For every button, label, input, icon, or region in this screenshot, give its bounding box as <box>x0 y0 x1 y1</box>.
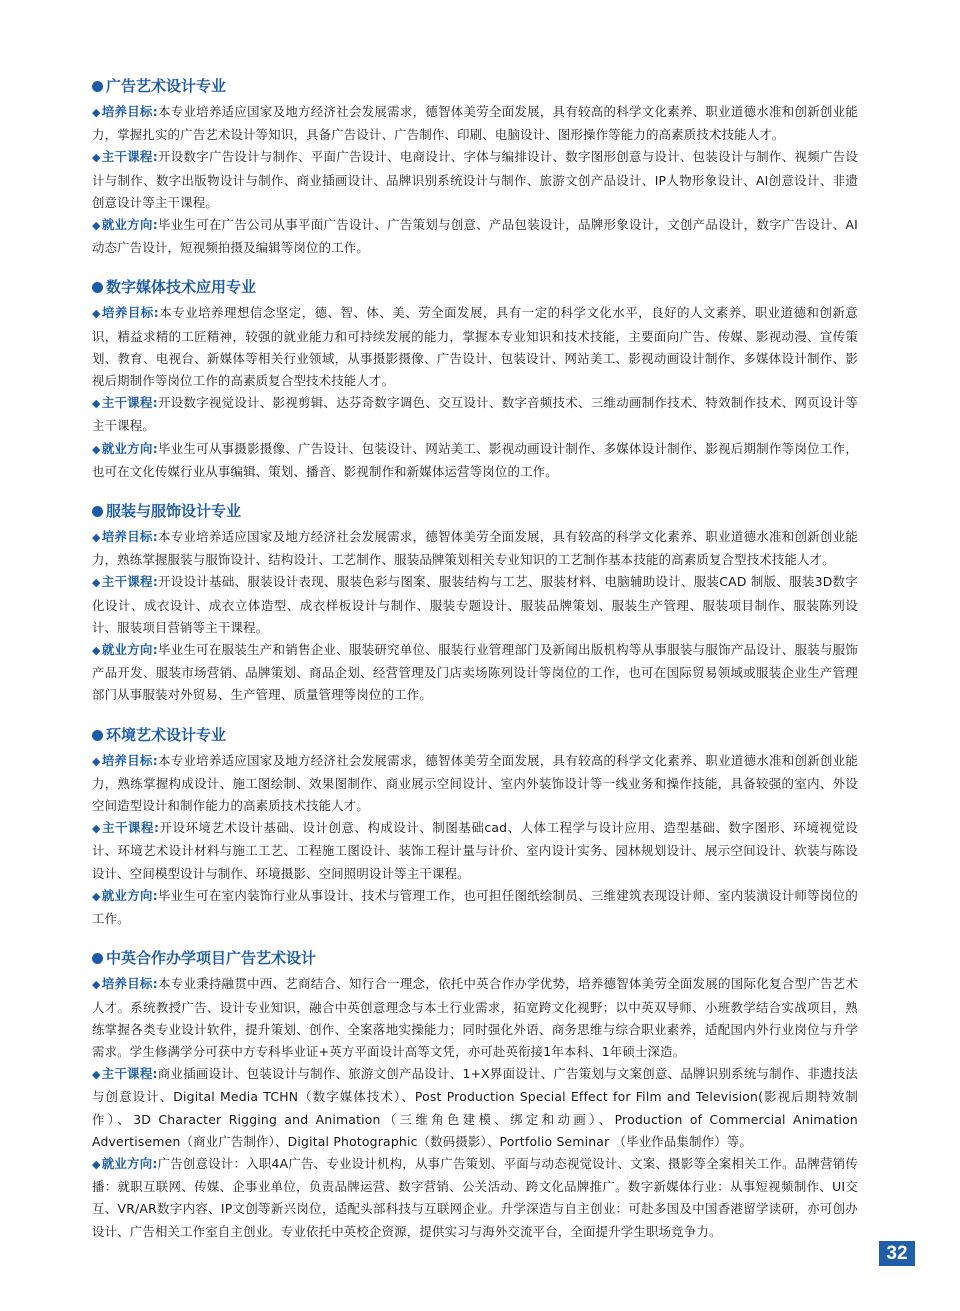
item-label: 就业方向: <box>101 217 158 233</box>
diamond-bullet-icon: ◆ <box>92 576 101 590</box>
item-label: 就业方向: <box>101 642 158 658</box>
item-text: 开设数字广告设计与制作、平面广告设计、电商设计、字体与编排设计、数字图形创意与设计、包装设计与制作、视频广告设计与制作、数字出版物设计与制作、商业插画设计、品牌识别系统设计与制作、旅游文创产品设计、IP人物形象设计、AI创意设计、非遗创意设计等主干课程。 <box>92 149 858 210</box>
diamond-bullet-icon: ◆ <box>92 531 101 545</box>
item-text: 开设数字视觉设计、影视剪辑、达芬奇数字调色、交互设计、数字音频技术、三维动画制作技术、特效制作技术、网页设计等主干课程。 <box>92 395 858 434</box>
bullet-dot-icon <box>92 953 103 964</box>
diamond-bullet-icon: ◆ <box>92 754 101 768</box>
section-item <box>92 146 858 214</box>
section-item <box>92 639 858 707</box>
section-item <box>92 526 858 571</box>
diamond-bullet-icon: ◆ <box>92 219 101 233</box>
item-text: 广告创意设计：入职4A广告、专业设计机构，从事广告策划、平面与动态视觉设计、文案、摄影等全案相关工作。品牌营销传播：就职互联网、传媒、企事业单位，负责品牌运营、数字营销、公关活动、跨文化品牌推广。数字新媒体行业：从事短视频制作、UI交互、VR/AR数字内容、IP文创等新兴岗位，适配头部科技与互联网企业。升学深造与自主创业：可赴多国及中国香港留学读研，亦可创办设计、广告相关工作室自主创业。专业依托中英校企资源，提供实习与海外交流平台，全面提升学生职场竞争力。 <box>92 1155 858 1239</box>
section-item <box>92 817 858 885</box>
item-text: 本专业培养适应国家及地方经济社会发展需求，德智体美劳全面发展，具有较高的科学文化素养、职业道德水准和创新创业能力，熟练掌握服装与服饰设计、结构设计、工艺制作、服装品牌策划相关专业知识的工艺制作基本技能的高素质复合型技术技能人才。 <box>92 529 858 568</box>
section-item <box>92 214 858 259</box>
item-label: 主干课程: <box>102 820 160 836</box>
diamond-bullet-icon: ◆ <box>92 889 101 903</box>
section-title-text: 服装与服饰设计专业 <box>106 502 242 521</box>
item-label: 培养目标: <box>101 752 158 768</box>
item-text: 开设设计基础、服装设计表现、服装色彩与图案、服装结构与工艺、服装材料、电脑辅助设计、服装CAD 制版、服装3D数字化设计、成衣设计、成衣立体造型、成衣样板设计与制作、服装专题设计、服装品牌策划、服装生产管理、服装项目制作、服装陈列设计、服装项目营销等主干课程。 <box>92 574 858 635</box>
item-text: 本专业培养适应国家及地方经济社会发展需求，德智体美劳全面发展，具有较高的科学文化素养、职业道德水准和创新创业能力，掌握扎实的广告艺术设计等知识，具备广告设计、广告制作、印刷、电脑设计、图形操作等能力的高素质技术技能人才。 <box>92 104 858 143</box>
diamond-bullet-icon: ◆ <box>92 644 101 658</box>
bullet-dot-icon <box>92 730 103 741</box>
section-title <box>92 74 858 98</box>
section-title-text: 中英合作办学项目广告艺术设计 <box>106 949 317 968</box>
page-number: 32 <box>879 1241 915 1266</box>
item-label: 就业方向: <box>101 440 158 456</box>
section-item <box>92 438 858 483</box>
section-title <box>92 499 858 523</box>
item-text: 毕业生可在室内装饰行业从事设计、技术与管理工作，也可担任图纸绘制员、三维建筑表现设计师、室内装潢设计师等岗位的工作。 <box>92 887 858 927</box>
section-item <box>92 571 858 639</box>
item-label: 就业方向: <box>101 887 158 903</box>
diamond-bullet-icon: ◆ <box>92 1157 101 1171</box>
diamond-bullet-icon: ◆ <box>92 978 101 992</box>
item-text: 开设环境艺术设计基础、设计创意、构成设计、制图基础cad、人体工程学与设计应用、造型基础、数字图形、环境视觉设计、环境艺术设计材料与施工工艺、工程施工图设计、装饰工程计量与计价、室内设计实务、园林规划设计、展示空间设计、软装与陈设设计、空间模型设计与制作、环境摄影、空间照明设计等主干课程。 <box>92 820 858 881</box>
section-item <box>92 750 858 818</box>
diamond-bullet-icon: ◆ <box>92 1068 101 1082</box>
section-item <box>92 885 858 930</box>
item-label: 培养目标: <box>101 976 158 992</box>
section-item <box>92 101 858 146</box>
section-item <box>92 392 858 437</box>
item-label: 主干课程: <box>101 1066 158 1082</box>
item-label: 主干课程: <box>101 574 158 590</box>
diamond-bullet-icon: ◆ <box>92 151 101 165</box>
section-title <box>92 723 858 747</box>
diamond-bullet-icon: ◆ <box>92 106 101 119</box>
item-text: 本专业培养理想信念坚定，德、智、体、美、劳全面发展，具有一定的科学文化水平，良好的人文素养、职业道德和创新意识，精益求精的工匠精神，较强的就业能力和可持续发展的能力，掌握本专业知识和技术技能，主要面向广告、传媒、影视动漫、宣传策划、教育、电视台、新媒体等相关行业领域，从事摄影摄像、广告设计、包装设计、网站美工、影视动画设计制作、多媒体设计制作、影视后期制作等岗位工作的高素质复合型技术技能人才。 <box>92 305 858 389</box>
bullet-dot-icon <box>92 506 103 517</box>
major-section <box>92 275 858 483</box>
section-item <box>92 302 858 392</box>
item-text: 本专业秉持融贯中西、艺商结合、知行合一理念，依托中英合作办学优势，培养德智体美劳全面发展的国际化复合型广告艺术人才。系统教授广告、设计专业知识，融合中英创意理念与本土行业需求，拓宽跨文化视野；以中英双导师、小班教学结合实战项目，熟练掌握各类专业设计软件，提升策划、创作、全案落地实操能力；同时强化外语、商务思维与综合职业素养，适配国内外行业岗位与升学需求。学生修满学分可获中方专科毕业证+英方平面设计高等文凭，亦可赴英衔接1年本科、1年硕士深造。 <box>92 976 858 1059</box>
item-text: 本专业培养适应国家及地方经济社会发展需求，德智体美劳全面发展，具有较高的科学文化素养、职业道德水准和创新创业能力，熟练掌握构成设计、施工图绘制、效果图制作、商业展示空间设计、室内外装饰设计等一线业务和操作技能，具备较强的室内、外设空间造型设计和制作能力的高素质技术技能人才。 <box>92 752 858 814</box>
diamond-bullet-icon: ◆ <box>92 822 102 836</box>
page-content <box>92 74 858 1259</box>
item-text: 毕业生可从事摄影摄像、广告设计、包装设计、网站美工、影视动画设计制作、多媒体设计制作、影视后期制作等岗位工作，也可在文化传媒行业从事编辑、策划、播音、影视制作和新媒体运营等岗位的工作。 <box>92 440 858 479</box>
item-label: 培养目标: <box>101 104 158 119</box>
major-section <box>92 723 858 931</box>
item-label: 培养目标: <box>102 305 159 321</box>
section-item <box>92 973 858 1063</box>
major-section <box>92 499 858 707</box>
section-title <box>92 275 858 299</box>
item-label: 培养目标: <box>101 529 158 545</box>
item-text: 毕业生可在广告公司从事平面广告设计、广告策划与创意、产品包装设计，品牌形象设计，文创产品设计，数字广告设计、AI动态广告设计，短视频拍摄及编辑等岗位的工作。 <box>92 217 858 256</box>
item-label: 主干课程: <box>101 395 158 411</box>
section-title <box>92 946 858 970</box>
item-text: 商业插画设计、包装设计与制作、旅游文创产品设计、1+X界面设计、广告策划与文案创意、品牌识别系统与制作、非遗技法与创意设计、Digital Media TCHN（数字媒体技术）、Post Production Special Effect for Film and Television(影视后期特效制作）、3D Character Rigging and Animation（三维角色建模、绑定和动画）、Production of Commercial Animation Advertisemen（商业广告制作）、Digital Photographic（数码摄影）、Portfolio Seminar （毕业作品集制作）等。 <box>92 1066 858 1149</box>
section-item <box>92 1063 858 1153</box>
item-label: 就业方向: <box>101 1155 158 1171</box>
diamond-bullet-icon: ◆ <box>92 397 101 411</box>
section-title-text: 环境艺术设计专业 <box>106 725 227 744</box>
section-title-text: 广告艺术设计专业 <box>106 77 227 95</box>
item-text: 毕业生可在服装生产和销售企业、服装研究单位、服装行业管理部门及新闻出版机构等从事服装与服饰产品设计、服装与服饰产品开发、服装市场营销、品牌策划、商品企划、经营管理及门店卖场陈列设计等岗位的工作，也可在国际贸易领域或服装企业生产管理部门从事服装对外贸易、生产管理、质量管理等岗位的工作。 <box>92 642 858 703</box>
major-section <box>92 946 858 1242</box>
section-title-text: 数字媒体技术应用专业 <box>106 278 257 297</box>
section-item <box>92 1153 858 1243</box>
bullet-dot-icon <box>92 81 103 92</box>
item-label: 主干课程: <box>101 149 158 165</box>
diamond-bullet-icon: ◆ <box>92 307 102 321</box>
diamond-bullet-icon: ◆ <box>92 442 101 456</box>
bullet-dot-icon <box>92 282 103 293</box>
major-section <box>92 74 858 259</box>
